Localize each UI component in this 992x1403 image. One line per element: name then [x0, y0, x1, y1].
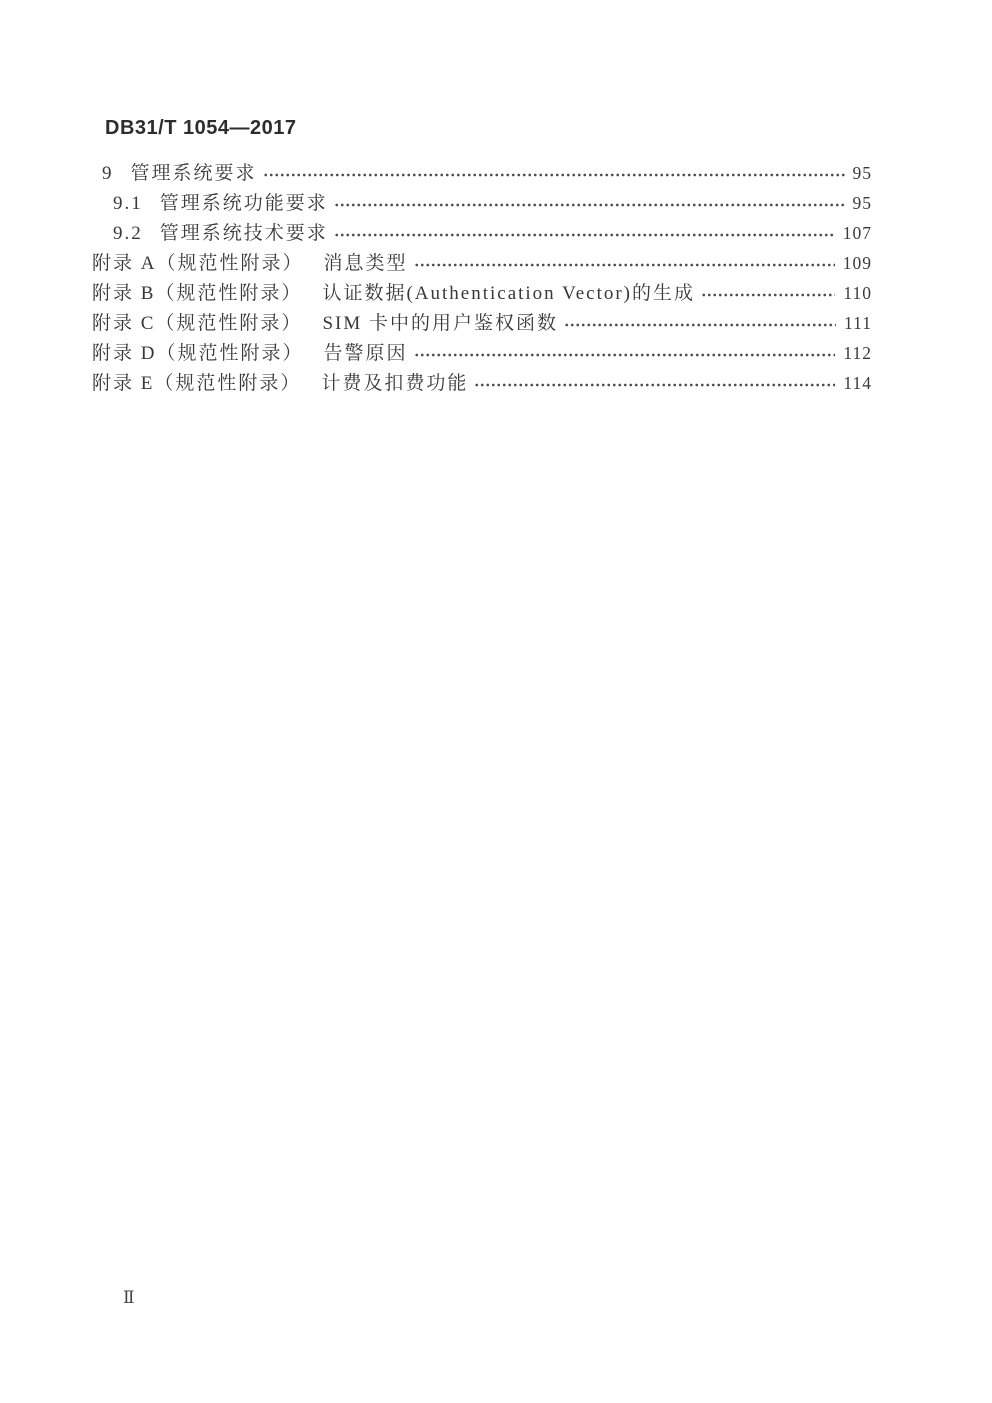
toc-entry-number: 9.1: [113, 193, 143, 214]
toc-entry: [92, 158, 872, 188]
toc-entry: [92, 248, 872, 278]
dot-leader: [564, 318, 836, 332]
toc-entry-number: 9.2: [113, 223, 143, 244]
toc-entry-title: 管理系统功能要求: [159, 193, 328, 214]
toc-entry-title: 计费及扣费功能: [321, 373, 469, 394]
toc-entry-number: 附录 A（规范性附录）: [92, 253, 304, 274]
dot-leader: [474, 378, 835, 392]
toc-entry-title: 管理系统要求: [130, 163, 257, 184]
toc-entry-number: 附录 E（规范性附录）: [92, 373, 302, 394]
toc-entry-number: 附录 D（规范性附录）: [92, 343, 304, 364]
toc-entry-title: 管理系统技术要求: [159, 223, 328, 244]
toc-entry: [92, 188, 872, 218]
toc-entry: [92, 218, 872, 248]
toc-entry-page: 107: [842, 223, 872, 243]
toc-entry-number: 附录 C（规范性附录）: [92, 313, 303, 334]
toc-entry-title: 告警原因: [323, 343, 408, 364]
document-standard-code: DB31/T 1054—2017: [105, 117, 297, 139]
toc-entry-page: 109: [842, 253, 872, 273]
toc-entry-title: 消息类型: [323, 253, 408, 274]
dot-leader: [263, 168, 845, 182]
toc-entry: [92, 278, 872, 308]
dot-leader: [334, 198, 845, 212]
toc-entry-title: 认证数据(Authentication Vector)的生成: [322, 283, 696, 304]
toc-entry-page: 95: [852, 163, 872, 183]
table-of-contents: [92, 158, 872, 398]
toc-entry: [92, 338, 872, 368]
folio-page-number: Ⅱ: [123, 1288, 135, 1307]
toc-entry-page: 110: [843, 283, 872, 303]
toc-entry-title: SIM 卡中的用户鉴权函数: [322, 313, 558, 334]
toc-entry-number: 附录 B（规范性附录）: [92, 283, 303, 304]
dot-leader: [414, 258, 835, 272]
dot-leader: [701, 288, 835, 302]
toc-entry-page: 112: [843, 343, 872, 363]
toc-entry-number: 9: [102, 163, 114, 184]
toc-entry-page: 114: [843, 373, 872, 393]
toc-entry-page: 111: [844, 313, 872, 333]
toc-entry: [92, 308, 872, 338]
dot-leader: [334, 228, 835, 242]
dot-leader: [414, 348, 836, 362]
toc-entry: [92, 368, 872, 398]
toc-entry-page: 95: [852, 193, 872, 213]
